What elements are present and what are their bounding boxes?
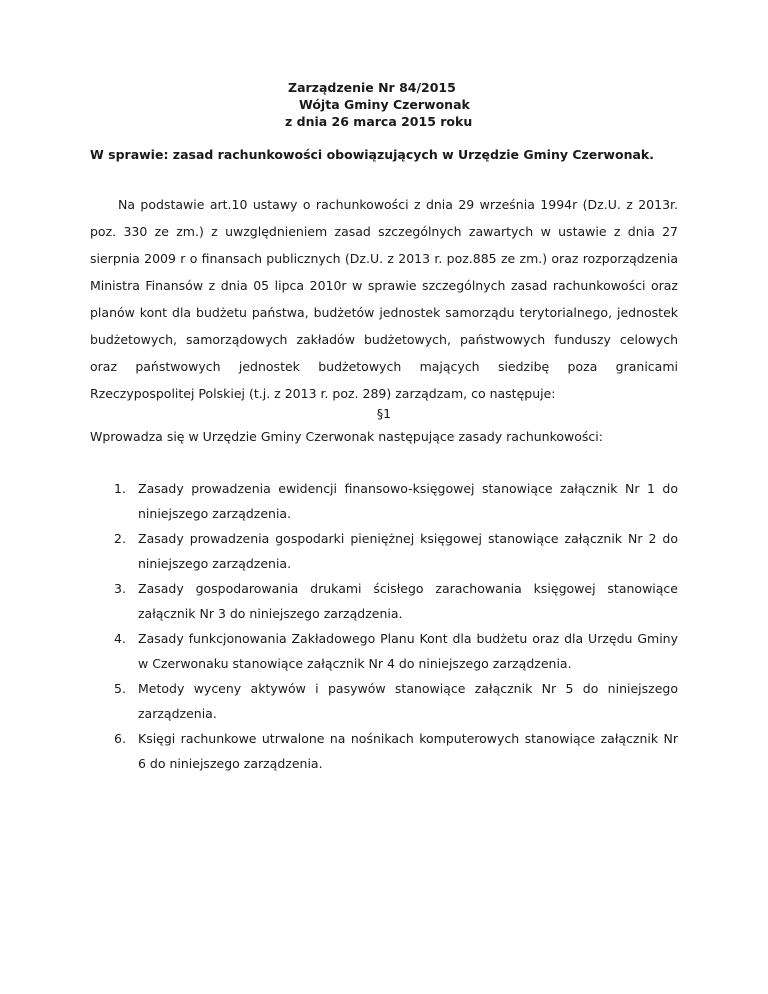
section-sign: §1 [376, 406, 392, 421]
list-item [90, 576, 678, 626]
list-item [90, 726, 678, 776]
legal-basis-paragraph: Na podstawie art.10 ustawy o rachunkowości z dnia 29 września 1994r (Dz.U. z 2013r. poz. 330 ze zm.) z uwzględnieniem zasad szczególnych zawartych w ustawie z dnia 27 sierpnia 2009 r o finansach publicznych (Dz.U. z 2013 r. poz.885 ze zm.) oraz rozporządzenia Ministra Finansów z dnia 05 lipca 2010r w sprawie szczególnych zasad rachunkowości oraz planów kont dla budżetu państwa, budżetów jednostek samorządu terytorialnego, jednostek budżetowych, samorządowych zakładów budżetowych, państwowych funduszy celowych oraz państwowych jednostek budżetowych mających siedzibę poza granicami Rzeczypospolitej Polskiej (t.j. z 2013 r. poz. 289) zarządzam, co następuje: [90, 197, 678, 401]
list-item-text: Zasady prowadzenia ewidencji finansowo-księgowej stanowiące załącznik Nr 1 do niniejszego zarządzenia. [138, 481, 678, 521]
list-item-number: 6. [114, 731, 126, 746]
list-item-text: Metody wyceny aktywów i pasywów stanowiące załącznik Nr 5 do niniejszego zarządzenia. [138, 681, 678, 721]
list-item-text: Zasady gospodarowania drukami ścisłego zarachowania księgowej stanowiące załącznik Nr 3 do niniejszego zarządzenia. [138, 581, 678, 621]
list-item-text: Zasady prowadzenia gospodarki pieniężnej księgowej stanowiące załącznik Nr 2 do niniejszego zarządzenia. [138, 531, 678, 571]
list-item-number: 4. [114, 631, 126, 646]
list-item [90, 676, 678, 726]
rules-list [90, 476, 678, 776]
list-item-text: Zasady funkcjonowania Zakładowego Planu Kont dla budżetu oraz dla Urzędu Gminy w Czerwonaku stanowiące załącznik Nr 4 do niniejszego zarządzenia. [138, 631, 678, 671]
issuer: Wójta Gminy Czerwonak [299, 97, 470, 112]
list-item-number: 5. [114, 681, 126, 696]
list-item [90, 626, 678, 676]
list-item [90, 526, 678, 576]
list-item [90, 476, 678, 526]
list-item-text: Księgi rachunkowe utrwalone na nośnikach komputerowych stanowiące załącznik Nr 6 do niniejszego zarządzenia. [138, 731, 678, 771]
list-item-number: 1. [114, 481, 126, 496]
issue-date: z dnia 26 marca 2015 roku [285, 114, 473, 129]
ordinance-number: Zarządzenie Nr 84/2015 [288, 80, 456, 95]
list-item-number: 3. [114, 581, 126, 596]
document-subject: W sprawie: zasad rachunkowości obowiązujących w Urzędzie Gminy Czerwonak. [90, 147, 654, 162]
section-lead-text: Wprowadza się w Urzędzie Gminy Czerwonak następujące zasady rachunkowości: [90, 429, 603, 444]
list-item-number: 2. [114, 531, 126, 546]
